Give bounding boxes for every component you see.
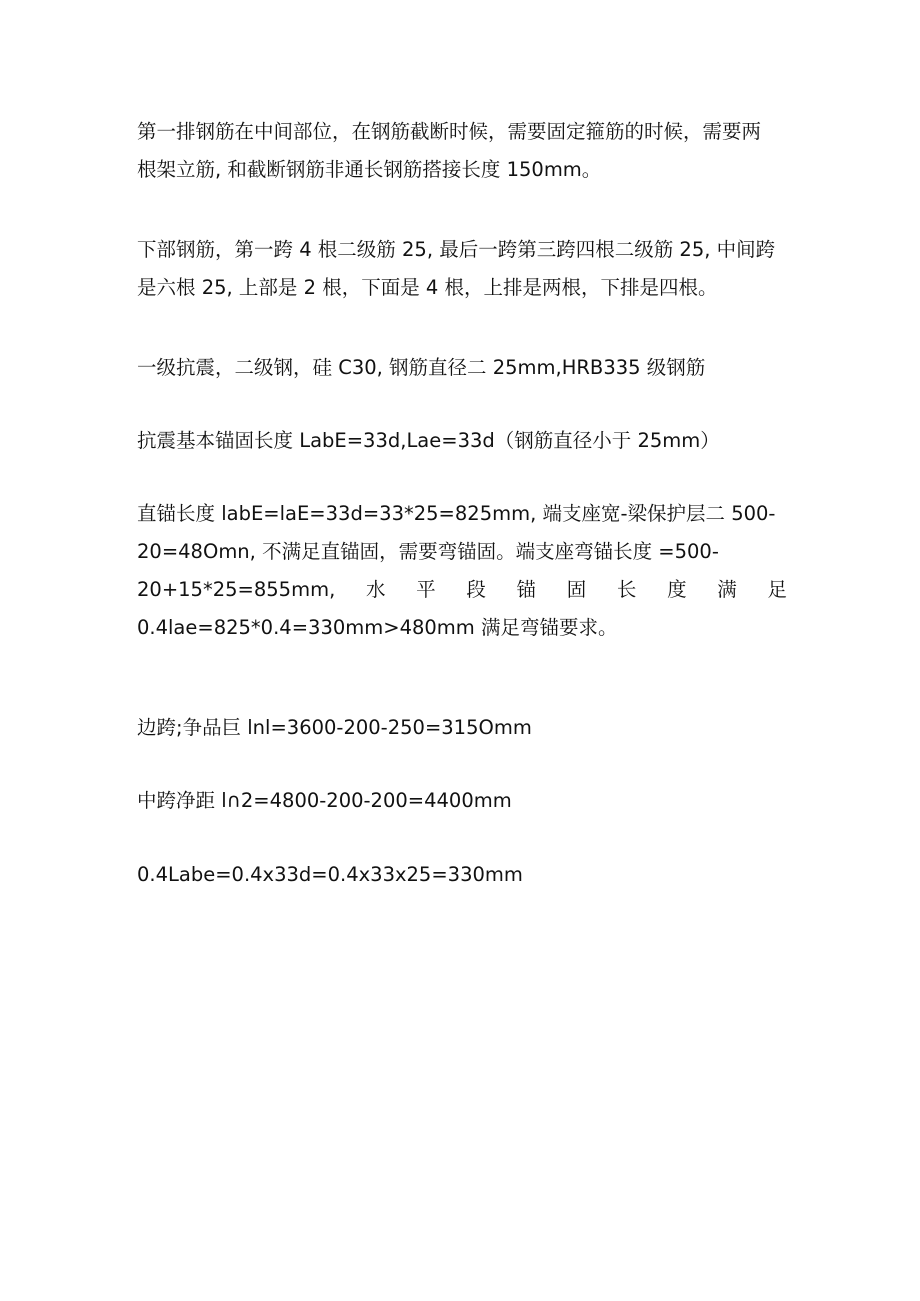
spaced-word: 足 (767, 578, 787, 601)
paragraph-line: 是六根 25, 上部是 2 根，下面是 4 根，上排是两根，下排是四根。 (137, 276, 718, 299)
paragraph-line: 0.4Labe=0.4x33d=0.4x33x25=330mm (137, 863, 523, 886)
paragraph-justified-line (137, 571, 787, 609)
paragraph-line: 一级抗震，二级钢，硅 C30, 钢筋直径二 25mm,HRB335 级钢筋 (137, 356, 706, 379)
line-segment: 20+15*25=855mm, (137, 578, 336, 601)
paragraph-middle-span (137, 782, 787, 820)
spaced-word: 水 (365, 578, 386, 601)
spaced-word: 满 (717, 578, 737, 601)
paragraph-line: 抗震基本锚固长度 LabE=33d,Lae=33d（钢筋直径小于 25mm） (137, 429, 720, 452)
paragraph-bottom-rebar (137, 231, 787, 307)
paragraph-rebar-layout (137, 113, 787, 189)
paragraph-straight-anchor (137, 495, 787, 647)
paragraph-line: 中跨净距 l∩2=4800-200-200=4400mm (137, 789, 512, 812)
spaced-word: 段 (466, 578, 486, 601)
spaced-word: 固 (566, 578, 587, 601)
spaced-word: 锚 (516, 578, 537, 601)
paragraph-anchorage-length (137, 422, 787, 460)
spaced-word: 平 (416, 578, 436, 601)
paragraph-labe-calc (137, 856, 787, 894)
paragraph-line: 20=48Omn, 不满足直锚固，需要弯锚固。端支座弯锚长度 =500- (137, 540, 719, 563)
paragraph-line: 0.4lae=825*0.4=330mm>480mm 满足弯锚要求。 (137, 616, 618, 639)
paragraph-edge-span (137, 709, 787, 747)
paragraph-seismic-grade (137, 349, 787, 387)
spaced-word: 长 (616, 578, 637, 601)
paragraph-line: 第一排钢筋在中间部位，在钢筋截断时候，需要固定箍筋的时候，需要两 (137, 120, 762, 143)
paragraph-line: 下部钢筋，第一跨 4 根二级筋 25, 最后一跨第三跨四根二级筋 25, 中间跨 (137, 238, 776, 261)
spaced-word: 度 (667, 578, 687, 601)
paragraph-line: 直锚长度 labE=laE=33d=33*25=825mm, 端支座宽-梁保护层二 500- (137, 502, 776, 525)
paragraph-line: 根架立筋, 和截断钢筋非通长钢筋搭接长度 150mm。 (137, 158, 602, 181)
paragraph-line: 边跨;争品巨 lnl=3600-200-250=315Omm (137, 716, 532, 739)
